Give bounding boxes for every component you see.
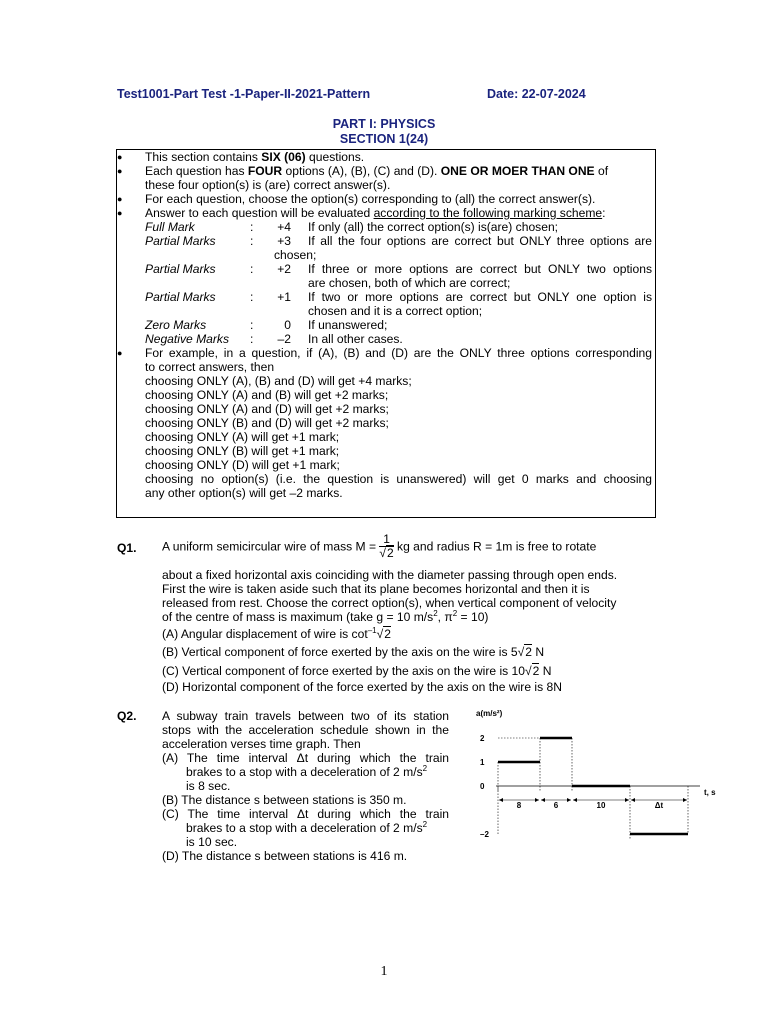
test-date: Date: 22-07-2024 <box>487 87 586 101</box>
q2-option-d: (D) The distance s between stations is 416 m. <box>162 849 408 863</box>
mark-desc: If three or more options are correct but ONLY two options <box>308 262 652 276</box>
chart-layer <box>480 734 688 840</box>
mark-desc: If only (all) the correct option(s) is(are) chosen; <box>308 220 559 234</box>
y-tick-label: 2 <box>480 734 485 743</box>
mark-value: +2 <box>277 262 291 276</box>
q2-option-c: (C) The time interval Δt during which the train <box>162 807 449 821</box>
q2-line-1: A subway train travels between two of its station <box>162 709 449 723</box>
q1-line-4: released from rest. Choose the correct option(s), when vertical component of velocity <box>162 596 617 610</box>
example-line: choosing ONLY (D) will get +1 mark; <box>145 458 340 472</box>
example-line: any other option(s) will get –2 marks. <box>145 486 343 500</box>
mark-value: +1 <box>277 290 291 304</box>
mark-label: Negative Marks <box>145 332 230 346</box>
arrow-head <box>631 798 635 802</box>
mark-value: +3 <box>277 234 291 248</box>
example-line: choosing ONLY (A) will get +1 mark; <box>145 430 340 444</box>
q1-option-d: (D) Horizontal component of the force exerted by the axis on the wire is 8N <box>162 680 562 694</box>
y-axis-label: a(m/s²) <box>476 709 503 718</box>
q1-number: Q1. <box>117 541 137 555</box>
instruction-line-5: Answer to each question will be evaluated according to the following marking scheme: <box>145 206 606 220</box>
mark-colon: : <box>250 290 254 304</box>
arrow-head <box>535 798 539 802</box>
example-line: choosing ONLY (A) and (B) will get +2 marks; <box>145 388 389 402</box>
mark-value: –2 <box>277 332 291 346</box>
instructions-box <box>116 149 656 518</box>
mark-label: Partial Marks <box>145 290 216 304</box>
arrow-head <box>573 798 577 802</box>
arrow-head <box>625 798 629 802</box>
mark-colon: : <box>250 262 254 276</box>
interval-label: 10 <box>596 801 606 810</box>
mass-fraction: $\frac{1}{√2}$ <box>379 532 394 560</box>
instruction-line-2: Each question has FOUR options (A), (B), (C) and (D). ONE OR MOER THAN ONE of <box>145 164 609 178</box>
mark-label: Partial Marks <box>145 234 216 248</box>
y-tick-label: 1 <box>480 758 485 767</box>
instruction-line-1: This section contains SIX (06) questions. <box>145 150 365 164</box>
q2-option-b: (B) The distance s between stations is 350 m. <box>162 793 407 807</box>
x-axis-label: t, s <box>704 788 716 797</box>
q2-option-a-cont: brakes to a stop with a deceleration of 2 $m/s^2$ <box>186 763 428 779</box>
example-line: For example, in a question, if (A), (B) and (D) are the ONLY three options corresponding <box>145 346 652 360</box>
arrow-head <box>567 798 571 802</box>
bullet: ● <box>117 194 123 204</box>
arrow-head <box>683 798 687 802</box>
mark-desc: If two or more options are correct but ONLY one option is <box>308 290 652 304</box>
arrow-head <box>499 798 503 802</box>
part-title: PART I: PHYSICS <box>332 117 436 131</box>
y-tick-label: 0 <box>480 782 485 791</box>
example-line: choosing ONLY (A), (B) and (D) will get +4 marks; <box>145 374 412 388</box>
page-number: 1 <box>380 964 388 979</box>
example-line: choosing no option(s) (i.e. the question is unanswered) will get 0 marks and choosing <box>145 472 652 486</box>
mark-desc-cont: are chosen, both of which are correct; <box>308 276 511 290</box>
mark-colon: : <box>250 318 254 332</box>
bullet: ● <box>117 152 123 162</box>
section-title: SECTION 1(24) <box>339 132 429 146</box>
mark-desc-cont: chosen and it is a correct option; <box>308 304 483 318</box>
q1-line-1: A uniform semicircular wire of mass M = $\frac{1}{√2}$ kg and radius R = 1m is free to rotate <box>162 532 597 560</box>
q2-number: Q2. <box>117 709 137 723</box>
y-tick-label: –2 <box>480 830 489 839</box>
q1-line-2: about a fixed horizontal axis coinciding with the diameter passing through open ends. <box>162 568 618 582</box>
bullet: ● <box>117 208 123 218</box>
interval-label: 6 <box>553 801 559 810</box>
arrow-head <box>541 798 545 802</box>
mark-colon: : <box>250 332 254 346</box>
mark-label: Zero Marks <box>145 318 207 332</box>
example-line: choosing ONLY (B) and (D) will get +2 marks; <box>145 416 389 430</box>
q2-line-3: acceleration verses time graph. Then <box>162 737 361 751</box>
mark-desc: In all other cases. <box>308 332 403 346</box>
mark-desc: If unanswered; <box>308 318 388 332</box>
q2-option-c-cont: brakes to a stop with a deceleration of 2 $m/s^2$ <box>186 819 428 835</box>
example-line: choosing ONLY (A) and (D) will get +2 marks; <box>145 402 389 416</box>
mark-value: 0 <box>284 318 291 332</box>
instruction-line-3: these four option(s) is (are) correct answer(s). <box>145 178 391 192</box>
mark-desc: If all the four options are correct but ONLY three options are <box>308 234 652 248</box>
mark-value: +4 <box>277 220 291 234</box>
mark-label: Full Mark <box>145 220 195 234</box>
example-line: to correct answers, then <box>145 360 275 374</box>
bullet: ● <box>117 348 123 358</box>
q2-option-c-cont: is 10 sec. <box>186 835 238 849</box>
bullet: ● <box>117 166 123 176</box>
mark-colon: : <box>250 234 254 248</box>
q2-option-a-cont: is 8 sec. <box>186 779 231 793</box>
q1-option-b: (B) Vertical component of force exerted by the axis on the wire is 5√2 N <box>162 645 545 659</box>
q1-option-c: (C) Vertical component of force exerted by the axis on the wire is 10√2 N <box>162 664 552 678</box>
instruction-line-4: For each question, choose the option(s) corresponding to (all) the correct answer(s). <box>145 192 596 206</box>
interval-label: 8 <box>516 801 522 810</box>
q2-option-a: (A) The time interval Δt during which the train <box>162 751 449 765</box>
q1-line-3: First the wire is taken aside such that its plane becomes horizontal and then it is <box>162 582 590 596</box>
test-title: Test1001-Part Test -1-Paper-II-2021-Pattern <box>117 87 371 101</box>
mark-colon: : <box>250 220 254 234</box>
acceleration-time-graph <box>460 700 730 860</box>
interval-label: Δt <box>654 801 664 810</box>
q1-line-5: of the centre of mass is maximum (take g = 10 $m/s^2$, $\pi^2 = 10$) <box>162 608 489 624</box>
mark-label: Partial Marks <box>145 262 216 276</box>
q1-option-a: (A) Angular displacement of wire is $\cot^{-1}√2$ <box>162 625 391 641</box>
example-line: choosing ONLY (B) will get +1 mark; <box>145 444 340 458</box>
mark-desc-cont: chosen; <box>274 248 317 262</box>
q2-line-2: stops with the acceleration schedule shown in the <box>162 723 449 737</box>
